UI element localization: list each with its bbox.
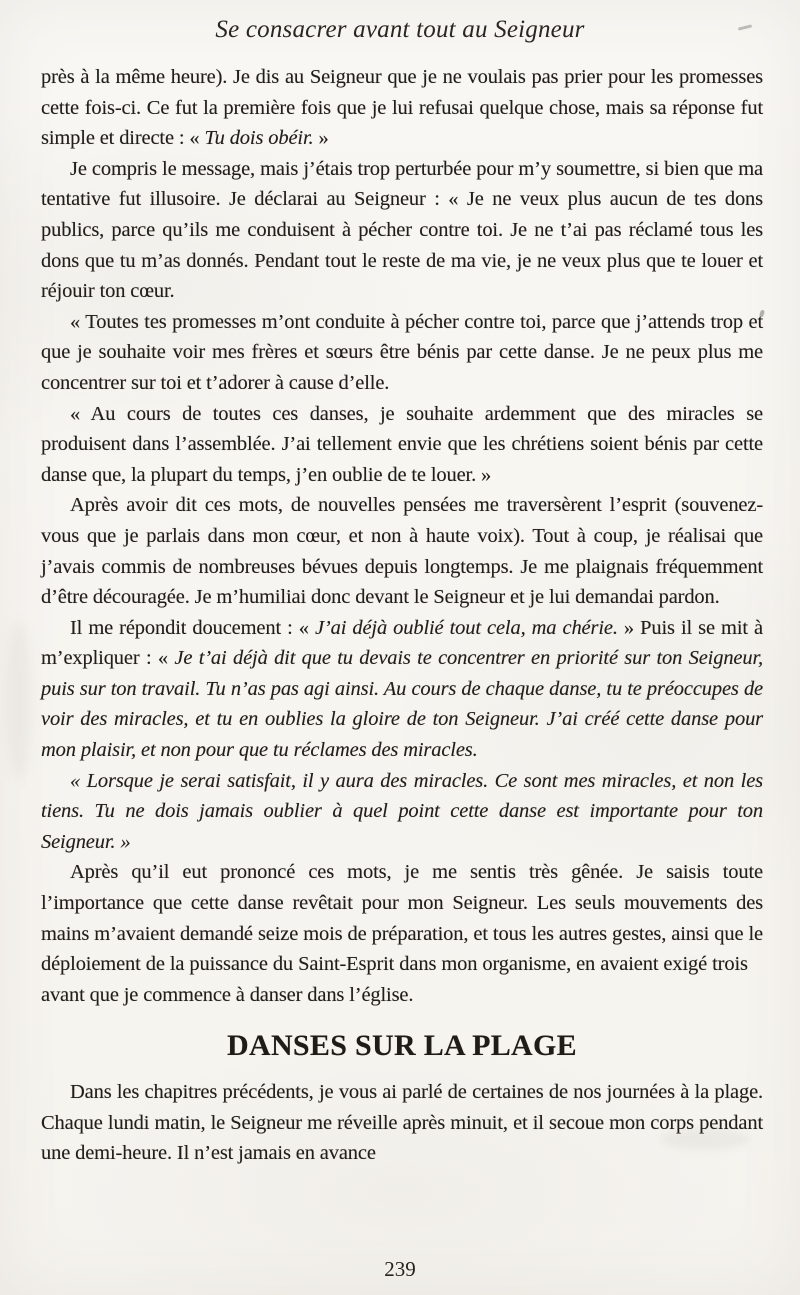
page-number: 239	[384, 1257, 416, 1281]
text-segment: Après qu’il eut prononcé ces mots, je me sentis très gênée. Je saisis toute l’importance que cette danse revêtait pour mon Seigneur. Les seuls mouvements des mains m’avaient demandé seize mois de préparation, et tous les autres gestes, ainsi que le déploiement de la puissance du Saint-Esprit dans mon organisme, en avaient exigé trois avant que je commence à danser dans l’église.	[41, 861, 763, 1006]
text-segment: »	[313, 127, 329, 150]
paragraph	[41, 399, 763, 491]
section-heading: DANSES SUR LA PLAGE	[227, 1029, 577, 1063]
text-segment: » Puis il se mit à m’expliquer : «	[41, 616, 763, 670]
paragraph	[41, 490, 763, 612]
italic-text-segment: Tu dois obéir.	[204, 127, 314, 150]
paragraph	[41, 62, 763, 154]
running-header: Se consacrer avant tout au Seigneur	[215, 16, 585, 43]
paragraph	[41, 154, 763, 307]
paragraph	[41, 766, 763, 858]
text-segment: près à la même heure). Je dis au Seigneur que je ne voulais pas prier pour les promesses cette fois-ci. Ce fut la première fois que je lui refusai quelque chose, mais sa réponse fut simple et directe : «	[41, 66, 763, 150]
text-segment: Il me répondit doucement : «	[70, 616, 315, 639]
text-segment: « Toutes tes promesses m’ont conduite à pécher contre toi, parce que j’attends trop et que je souhaite voir mes frères et sœurs être bénis par cette danse. Je ne peux plus me concentrer sur toi et t’adorer à cause d’elle.	[41, 310, 763, 394]
scan-artifact	[6, 620, 32, 780]
text-segment: « Au cours de toutes ces danses, je souhaite ardemment que des miracles se produisent dans l’assemblée. J’ai tellement envie que les chrétiens soient bénis par cette danse que, la plupart du temps, j’en oublie de te louer. »	[41, 402, 763, 486]
paragraph	[41, 613, 763, 766]
paragraph	[41, 857, 763, 1010]
text-segment: Après avoir dit ces mots, de nouvelles pensées me traversèrent l’esprit (souvenez-vous que je parlais dans mon cœur, et non à haute voix). Tout à coup, je réalisai que j’avais commis de nombreuses bévues depuis longtemps. Je me plaignais fréquemment d’être découragée. Je m’humiliai donc devant le Seigneur et je lui demandai pardon.	[41, 494, 763, 609]
text-segment: Je compris le message, mais j’étais trop perturbée pour m’y soumettre, si bien que ma tentative fut illusoire. Je déclarai au Seigneur : « Je ne veux plus aucun de tes dons publics, parce qu’ils me conduisent à pécher contre toi. Je ne t’ai pas réclamé tous les dons que tu m’as donnés. Pendant tout le reste de ma vie, je ne veux plus que te louer et réjouir ton cœur.	[41, 157, 763, 303]
italic-text-segment: « Lorsque je serai satisfait, il y aura des miracles. Ce sont mes miracles, et non les tiens. Tu ne dois jamais oublier à quel point cette danse est importante pour ton Seigneur. »	[41, 769, 763, 853]
paragraph	[41, 1077, 763, 1169]
italic-text-segment: J’ai déjà oublié tout cela, ma chérie.	[314, 616, 618, 639]
text-segment: Dans les chapitres précédents, je vous ai parlé de certaines de nos journées à la plage. Chaque lundi matin, le Seigneur me réveille après minuit, et il secoue mon corps pendant une demi-heure. Il n’est jamais en avance	[41, 1081, 763, 1165]
italic-text-segment: Je t’ai déjà dit que tu devais te concentrer en priorité sur ton Seigneur, puis sur ton travail. Tu n’as pas agi ainsi. Au cours de chaque danse, tu te préoccupes de voir des miracles, et tu en oublies la gloire de ton Seigneur. J’ai créé cette danse pour mon plaisir, et non pour que tu réclames des miracles.	[41, 647, 763, 762]
paragraph	[41, 307, 763, 399]
page-body	[41, 62, 763, 1169]
